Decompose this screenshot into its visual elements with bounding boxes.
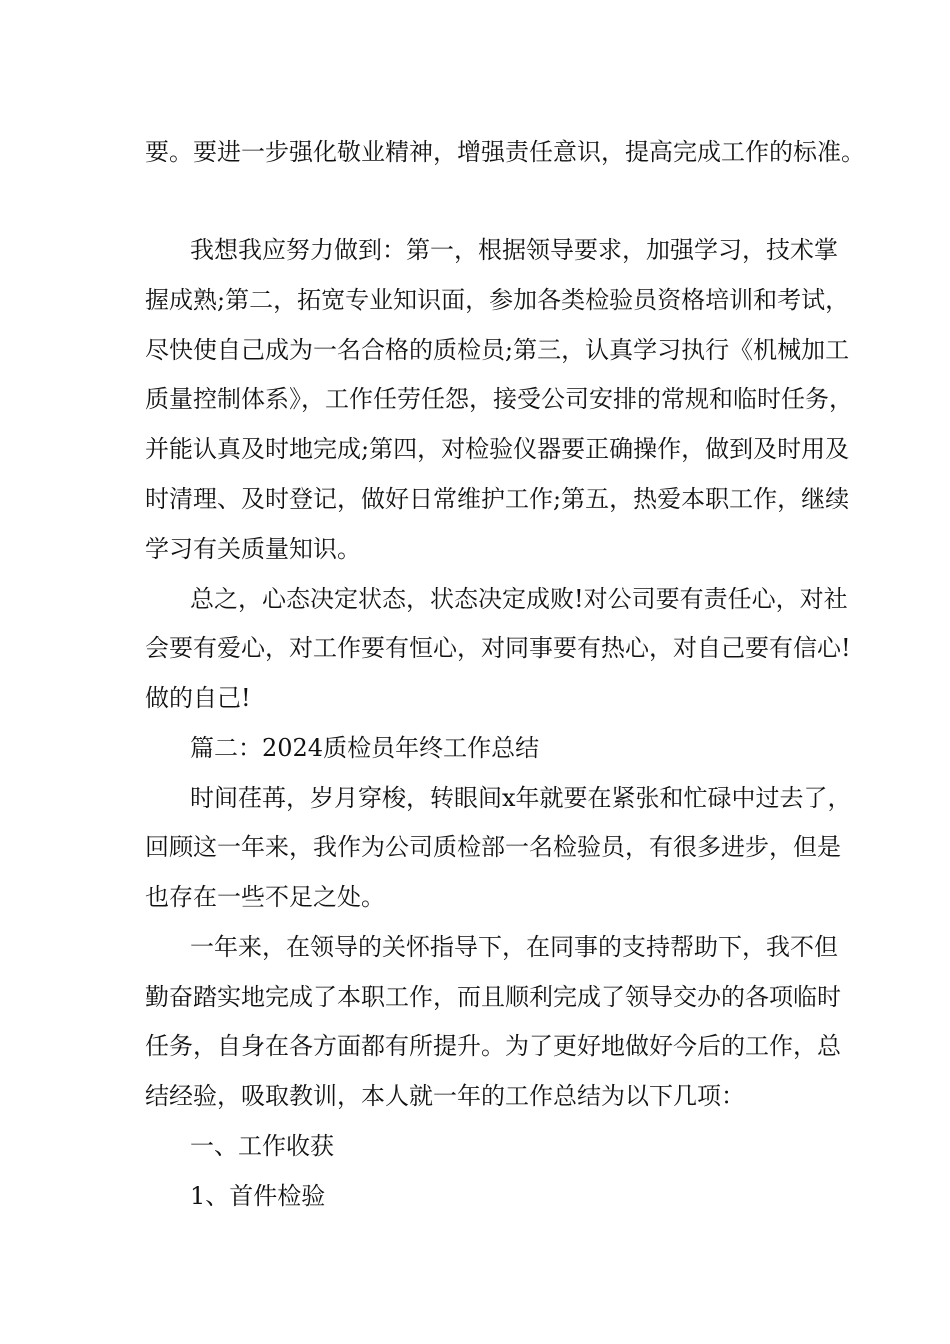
subsection-heading: 1、首件检验 xyxy=(190,1182,326,1210)
paragraph-line: 要。要进一步强化敬业精神，增强责任意识，提高完成工作的标准。 xyxy=(145,138,865,166)
paragraph-line: 我想我应努力做到：第一，根据领导要求，加强学习，技术掌 xyxy=(190,236,838,264)
paragraph-line: 时清理、及时登记，做好日常维护工作;第五，热爱本职工作，继续 xyxy=(145,485,850,513)
paragraph-line: 握成熟;第二，拓宽专业知识面，参加各类检验员资格培训和考试， xyxy=(145,286,850,314)
paragraph-line: 学习有关质量知识。 xyxy=(145,535,361,563)
paragraph-line: 回顾这一年来，我作为公司质检部一名检验员，有很多进步，但是 xyxy=(145,833,841,861)
subsection-heading: 一、工作收获 xyxy=(190,1132,334,1160)
paragraph-line: 质量控制体系》，工作任劳任怨，接受公司安排的常规和临时任务， xyxy=(145,385,853,413)
paragraph-line: 任务，自身在各方面都有所提升。为了更好地做好今后的工作，总 xyxy=(145,1032,841,1060)
paragraph-line: 总之，心态决定状态，状态决定成败!对公司要有责任心，对社 xyxy=(190,585,848,613)
paragraph-line: 勤奋踏实地完成了本职工作，而且顺利完成了领导交办的各项临时 xyxy=(145,983,841,1011)
paragraph-line: 时间荏苒，岁月穿梭，转眼间x年就要在紧张和忙碌中过去了， xyxy=(190,784,852,812)
paragraph-line: 做的自己! xyxy=(145,684,251,712)
paragraph-line: 也存在一些不足之处。 xyxy=(145,883,385,911)
paragraph-line: 并能认真及时地完成;第四，对检验仪器要正确操作，做到及时用及 xyxy=(145,435,850,463)
paragraph-line: 会要有爱心，对工作要有恒心，对同事要有热心，对自己要有信心! xyxy=(145,634,851,662)
paragraph-line: 结经验，吸取教训，本人就一年的工作总结为以下几项： xyxy=(145,1082,745,1110)
section-heading: 篇二：2024质检员年终工作总结 xyxy=(190,734,540,762)
paragraph-line: 尽快使自己成为一名合格的质检员;第三，认真学习执行《机械加工 xyxy=(145,336,850,364)
paragraph-line: 一年来，在领导的关怀指导下，在同事的支持帮助下，我不但 xyxy=(190,933,838,961)
